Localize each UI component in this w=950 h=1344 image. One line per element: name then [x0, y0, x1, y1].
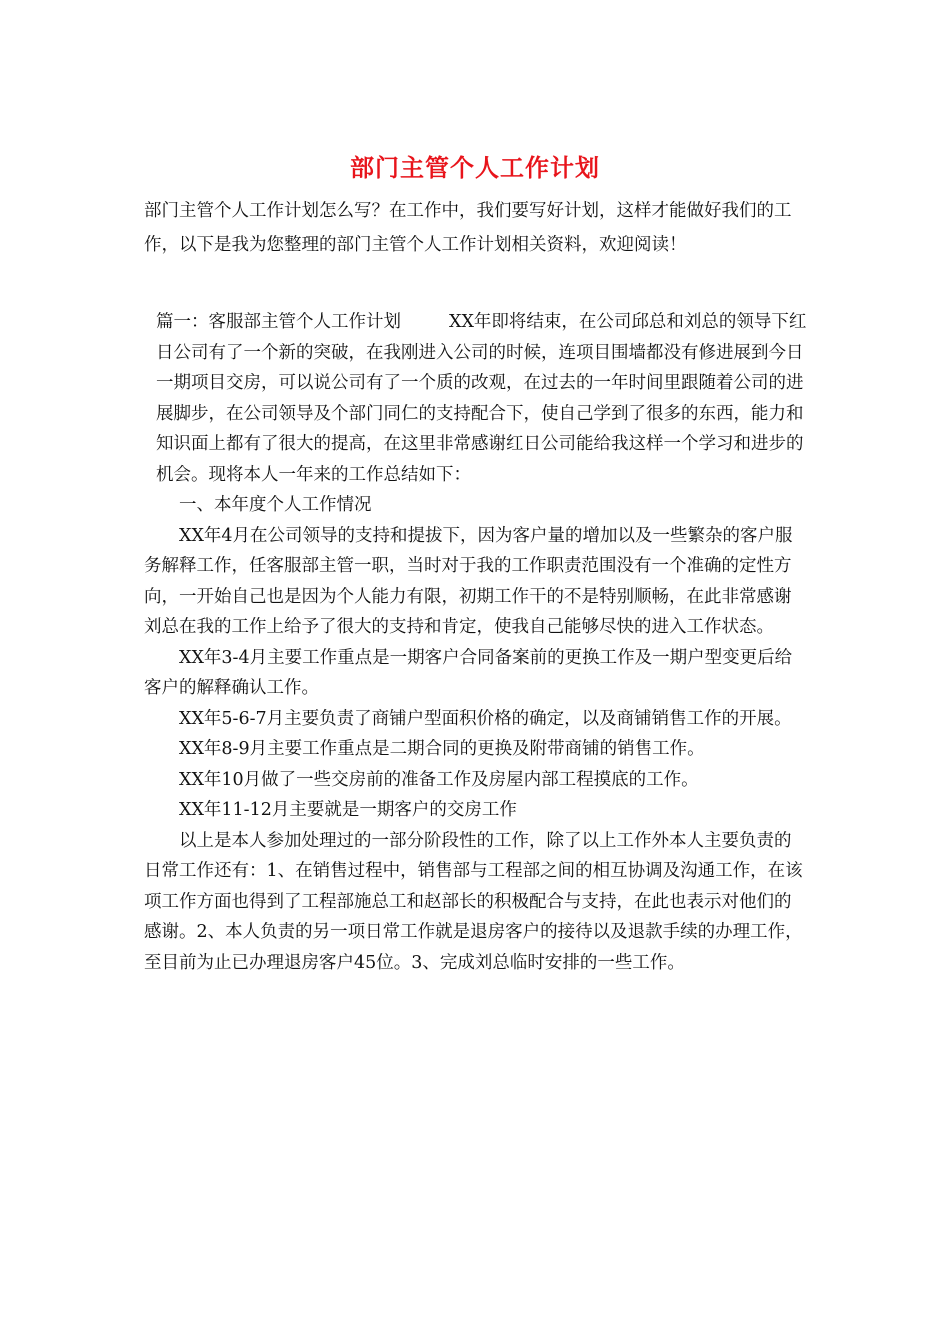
subheading-annual-work: 一、本年度个人工作情况 [179, 495, 372, 515]
document-body [144, 194, 808, 978]
paragraph-october: XX年10月做了一些交房前的准备工作及房屋内部工程摸底的工作。 [179, 769, 699, 790]
section-1-heading: 篇一：客服部主管个人工作计划 [156, 312, 401, 332]
paragraph-daily-work: 以上是本人参加处理过的一部分阶段性的工作，除了以上工作外本人主要负责的日常工作还有：1、在销售过程中，销售部与工程部之间的相互协调及沟通工作，在该项工作方面也得到了工程部施总工和赵部长的积极配合与支持，在此也表示对他们的感谢。2、本人负责的另一项日常工作就是退房客户的接待以及退款手续的办理工作，至目前为止已办理退房客户45位。3、完成刘总临时安排的一些工作。 [144, 830, 803, 973]
paragraph-march-april: XX年3-4月主要工作重点是一期客户合同备案前的更换工作及一期户型变更后给客户的解释确认工作。 [144, 647, 793, 698]
section-1-opening: XX年即将结束，在公司邱总和刘总的领导下红日公司有了一个新的突破，在我刚进入公司的时候，连项目围墙都没有修进展到今日一期项目交房，可以说公司有了一个质的改观，在过去的一年时间里跟随着公司的进展脚步，在公司领导及个部门同仁的支持配合下，使自己学到了很多的东西，能力和知识面上都有了很大的提高，在这里非常感谢红日公司能给我这样一个学习和进步的机会。现将本人一年来的工作总结如下： [156, 312, 807, 485]
paragraph-april: XX年4月在公司领导的支持和提拔下，因为客户量的增加以及一些繁杂的客户服务解释工作，任客服部主管一职，当时对于我的工作职责范围没有一个准确的定性方向，一开始自己也是因为个人能力有限，初期工作干的不是特别顺畅，在此非常感谢刘总在我的工作上给予了很大的支持和肯定，使我自己能够尽快的进入工作状态。 [144, 525, 793, 637]
paragraph-aug-sep: XX年8-9月主要工作重点是二期合同的更换及附带商铺的销售工作。 [179, 739, 705, 759]
intro-paragraph: 部门主管个人工作计划怎么写？在工作中，我们要写好计划，这样才能做好我们的工作，以下是我为您整理的部门主管个人工作计划相关资料，欢迎阅读！ [144, 201, 792, 255]
paragraph-may-july: XX年5-6-7月主要负责了商铺户型面积价格的确定，以及商铺销售工作的开展。 [179, 708, 792, 729]
document-title: 部门主管个人工作计划 [350, 153, 600, 182]
paragraph-nov-dec: XX年11-12月主要就是一期客户的交房工作 [179, 800, 517, 820]
section-1-block [144, 307, 808, 490]
